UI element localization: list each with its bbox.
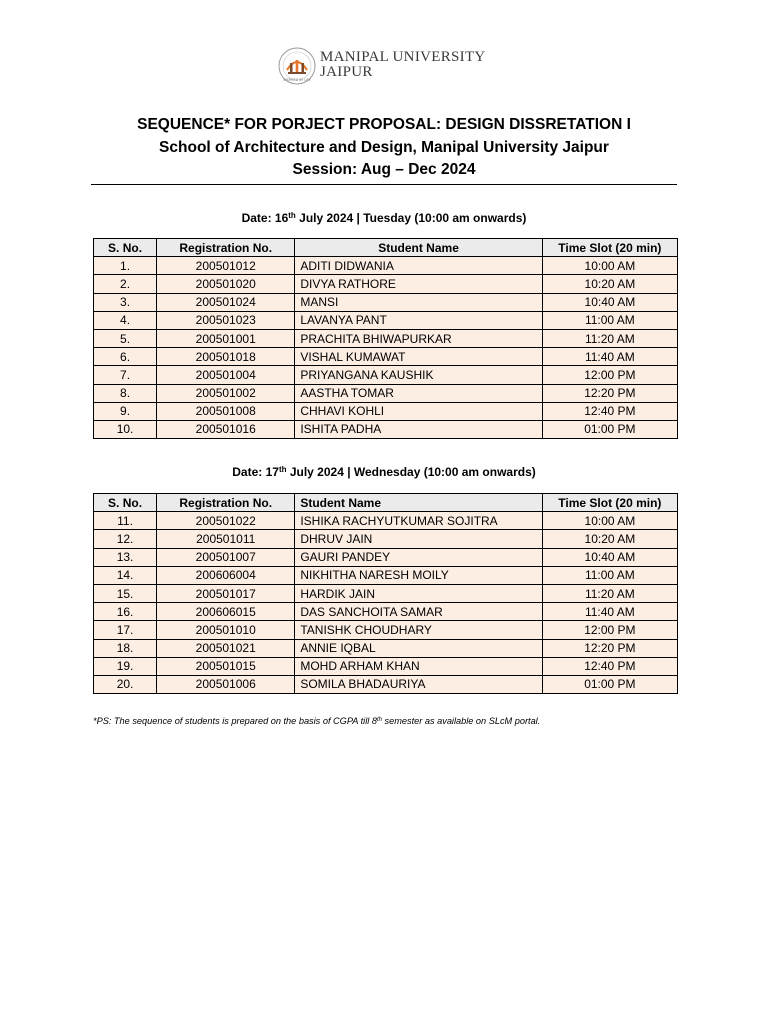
col-header-time-slot: Time Slot (20 min): [542, 239, 677, 257]
cell-sno: 4.: [94, 311, 157, 329]
cell-time-slot: 12:00 PM: [542, 621, 677, 639]
cell-student-name: HARDIK JAIN: [295, 584, 542, 602]
cell-time-slot: 11:00 AM: [542, 311, 677, 329]
cell-student-name: ANNIE IQBAL: [295, 639, 542, 657]
cell-registration-no: 200501021: [157, 639, 295, 657]
cell-sno: 15.: [94, 584, 157, 602]
cell-student-name: PRIYANGANA KAUSHIK: [295, 366, 542, 384]
cell-sno: 10.: [94, 420, 157, 438]
cell-sno: 3.: [94, 293, 157, 311]
cell-registration-no: 200501012: [157, 257, 295, 275]
col-header-student-name: Student Name: [295, 494, 542, 512]
day2-table-body: [94, 512, 678, 694]
day2-schedule-table: [93, 493, 678, 694]
cell-student-name: NIKHITHA NARESH MOILY: [295, 566, 542, 584]
cell-student-name: MANSI: [295, 293, 542, 311]
cell-sno: 2.: [94, 275, 157, 293]
cell-registration-no: 200501020: [157, 275, 295, 293]
day2-date-heading: Date: 17th July 2024 | Wednesday (10:00 am onwards): [232, 465, 536, 479]
cell-registration-no: 200501024: [157, 293, 295, 311]
cell-sno: 11.: [94, 512, 157, 530]
table-row: [94, 348, 678, 366]
cell-sno: 13.: [94, 548, 157, 566]
cell-time-slot: 11:20 AM: [542, 584, 677, 602]
cell-student-name: ADITI DIDWANIA: [295, 257, 542, 275]
cell-student-name: ISHITA PADHA: [295, 420, 542, 438]
cell-time-slot: 12:00 PM: [542, 366, 677, 384]
cell-student-name: LAVANYA PANT: [295, 311, 542, 329]
cell-registration-no: 200501007: [157, 548, 295, 566]
cell-time-slot: 11:40 AM: [542, 603, 677, 621]
cell-time-slot: 11:20 AM: [542, 329, 677, 347]
cell-registration-no: 200501015: [157, 657, 295, 675]
cell-registration-no: 200501004: [157, 366, 295, 384]
table-header-row: [94, 494, 678, 512]
cell-time-slot: 11:00 AM: [542, 566, 677, 584]
cell-sno: 1.: [94, 257, 157, 275]
university-logo: [277, 44, 497, 90]
header-divider: [91, 184, 677, 185]
table-row: [94, 639, 678, 657]
table-row: [94, 275, 678, 293]
session-line: Session: Aug – Dec 2024: [292, 161, 476, 178]
table-row: [94, 512, 678, 530]
logo-text-line2: JAIPUR: [320, 64, 373, 80]
university-seal-icon: [277, 46, 317, 86]
table-row: [94, 366, 678, 384]
cell-sno: 9.: [94, 402, 157, 420]
document-title: SEQUENCE* FOR PORJECT PROPOSAL: DESIGN DISSRETATION I: [137, 116, 631, 133]
cell-sno: 20.: [94, 675, 157, 693]
cell-sno: 5.: [94, 329, 157, 347]
col-header-registration: Registration No.: [157, 239, 295, 257]
cell-student-name: DHRUV JAIN: [295, 530, 542, 548]
cell-time-slot: 12:20 PM: [542, 639, 677, 657]
table-row: [94, 420, 678, 438]
cell-sno: 8.: [94, 384, 157, 402]
cell-sno: 16.: [94, 603, 157, 621]
table-row: [94, 603, 678, 621]
cell-time-slot: 10:20 AM: [542, 275, 677, 293]
table-row: [94, 293, 678, 311]
cell-student-name: ISHIKA RACHYUTKUMAR SOJITRA: [295, 512, 542, 530]
cell-student-name: MOHD ARHAM KHAN: [295, 657, 542, 675]
cell-registration-no: 200606015: [157, 603, 295, 621]
logo-motto: INSPIRED BY LIFE: [283, 78, 311, 82]
table-row: [94, 384, 678, 402]
table-row: [94, 566, 678, 584]
col-header-sno: S. No.: [94, 494, 157, 512]
cell-time-slot: 12:20 PM: [542, 384, 677, 402]
cell-sno: 12.: [94, 530, 157, 548]
col-header-time-slot: Time Slot (20 min): [542, 494, 677, 512]
cell-registration-no: 200501017: [157, 584, 295, 602]
cell-registration-no: 200501016: [157, 420, 295, 438]
cell-student-name: AASTHA TOMAR: [295, 384, 542, 402]
cell-time-slot: 10:00 AM: [542, 257, 677, 275]
cell-student-name: PRACHITA BHIWAPURKAR: [295, 329, 542, 347]
cell-sno: 14.: [94, 566, 157, 584]
logo-text-line1: MANIPAL UNIVERSITY: [320, 49, 486, 65]
table-row: [94, 675, 678, 693]
cell-registration-no: 200501010: [157, 621, 295, 639]
cell-registration-no: 200501001: [157, 329, 295, 347]
cell-time-slot: 10:40 AM: [542, 293, 677, 311]
col-header-registration: Registration No.: [157, 494, 295, 512]
cell-student-name: SOMILA BHADAURIYA: [295, 675, 542, 693]
cell-student-name: CHHAVI KOHLI: [295, 402, 542, 420]
col-header-student-name: Student Name: [295, 239, 542, 257]
table-row: [94, 402, 678, 420]
footnote: *PS: The sequence of students is prepared on the basis of CGPA till 8th semester as available on SLcM portal.: [93, 716, 541, 726]
cell-time-slot: 11:40 AM: [542, 348, 677, 366]
table-row: [94, 621, 678, 639]
cell-student-name: GAURI PANDEY: [295, 548, 542, 566]
cell-sno: 18.: [94, 639, 157, 657]
cell-time-slot: 10:00 AM: [542, 512, 677, 530]
document-subtitle: School of Architecture and Design, Manipal University Jaipur: [159, 139, 609, 156]
cell-time-slot: 12:40 PM: [542, 402, 677, 420]
table-row: [94, 311, 678, 329]
cell-time-slot: 10:40 AM: [542, 548, 677, 566]
cell-student-name: DIVYA RATHORE: [295, 275, 542, 293]
col-header-sno: S. No.: [94, 239, 157, 257]
cell-time-slot: 01:00 PM: [542, 675, 677, 693]
cell-registration-no: 200501006: [157, 675, 295, 693]
cell-registration-no: 200501022: [157, 512, 295, 530]
table-row: [94, 257, 678, 275]
cell-sno: 19.: [94, 657, 157, 675]
table-row: [94, 530, 678, 548]
table-row: [94, 657, 678, 675]
cell-time-slot: 01:00 PM: [542, 420, 677, 438]
cell-student-name: VISHAL KUMAWAT: [295, 348, 542, 366]
day1-date-heading: Date: 16th July 2024 | Tuesday (10:00 am onwards): [241, 211, 527, 225]
day1-schedule-table: [93, 238, 678, 439]
table-row: [94, 329, 678, 347]
cell-student-name: DAS SANCHOITA SAMAR: [295, 603, 542, 621]
cell-registration-no: 200501018: [157, 348, 295, 366]
day1-table-body: [94, 257, 678, 439]
cell-registration-no: 200501002: [157, 384, 295, 402]
cell-time-slot: 10:20 AM: [542, 530, 677, 548]
cell-time-slot: 12:40 PM: [542, 657, 677, 675]
cell-sno: 7.: [94, 366, 157, 384]
cell-sno: 6.: [94, 348, 157, 366]
table-row: [94, 584, 678, 602]
cell-registration-no: 200501008: [157, 402, 295, 420]
cell-registration-no: 200501023: [157, 311, 295, 329]
cell-sno: 17.: [94, 621, 157, 639]
cell-registration-no: 200606004: [157, 566, 295, 584]
cell-student-name: TANISHK CHOUDHARY: [295, 621, 542, 639]
table-row: [94, 548, 678, 566]
table-header-row: [94, 239, 678, 257]
cell-registration-no: 200501011: [157, 530, 295, 548]
